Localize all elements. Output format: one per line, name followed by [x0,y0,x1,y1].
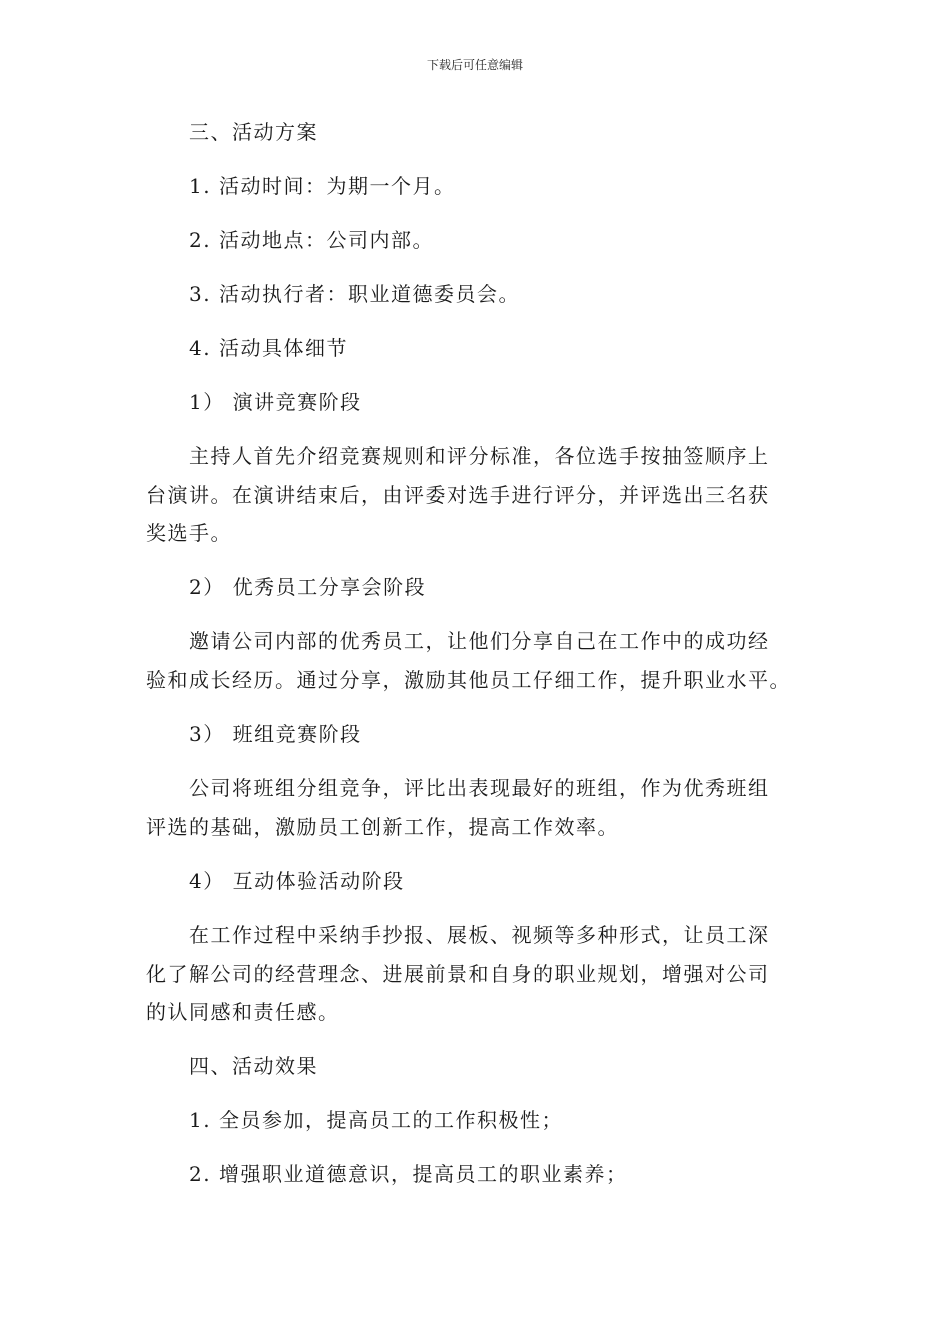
paragraph-line: 在工作过程中采纳手抄报、展板、视频等多种形式，让员工深 [189,923,770,947]
list-item: 2. 增强职业道德意识，提高员工的职业素养； [189,1162,628,1186]
paragraph-line: 评选的基础，激励员工创新工作，提高工作效率。 [146,815,619,839]
list-item: 1. 全员参加，提高员工的工作积极性； [189,1108,563,1132]
paragraph-line: 主持人首先介绍竞赛规则和评分标准，各位选手按抽签顺序上 [189,444,770,468]
subsection-heading: 2） 优秀员工分享会阶段 [189,575,427,599]
list-item: 4. 活动具体细节 [189,336,348,360]
subsection-heading: 1） 演讲竞赛阶段 [189,390,362,414]
paragraph-line: 奖选手。 [146,521,232,545]
section-heading: 三、活动方案 [189,120,318,144]
paragraph-line: 台演讲。在演讲结束后，由评委对选手进行评分，并评选出三名获 [146,483,770,507]
paragraph-line: 公司将班组分组竞争，评比出表现最好的班组，作为优秀班组 [189,776,770,800]
section-heading: 四、活动效果 [189,1054,318,1078]
subsection-heading: 4） 互动体验活动阶段 [189,869,405,893]
subsection-heading: 3） 班组竞赛阶段 [189,722,362,746]
paragraph-line: 邀请公司内部的优秀员工，让他们分享自己在工作中的成功经 [189,629,770,653]
list-item: 2. 活动地点：公司内部。 [189,228,434,252]
paragraph-line: 化了解公司的经营理念、进展前景和自身的职业规划，增强对公司 [146,962,770,986]
page-header-note: 下载后可任意编辑 [426,58,523,72]
paragraph-line: 的认同感和责任感。 [146,1000,340,1024]
list-item: 1. 活动时间：为期一个月。 [189,174,456,198]
paragraph-line: 验和成长经历。通过分享，激励其他员工仔细工作，提升职业水平。 [146,668,791,692]
list-item: 3. 活动执行者：职业道德委员会。 [189,282,520,306]
